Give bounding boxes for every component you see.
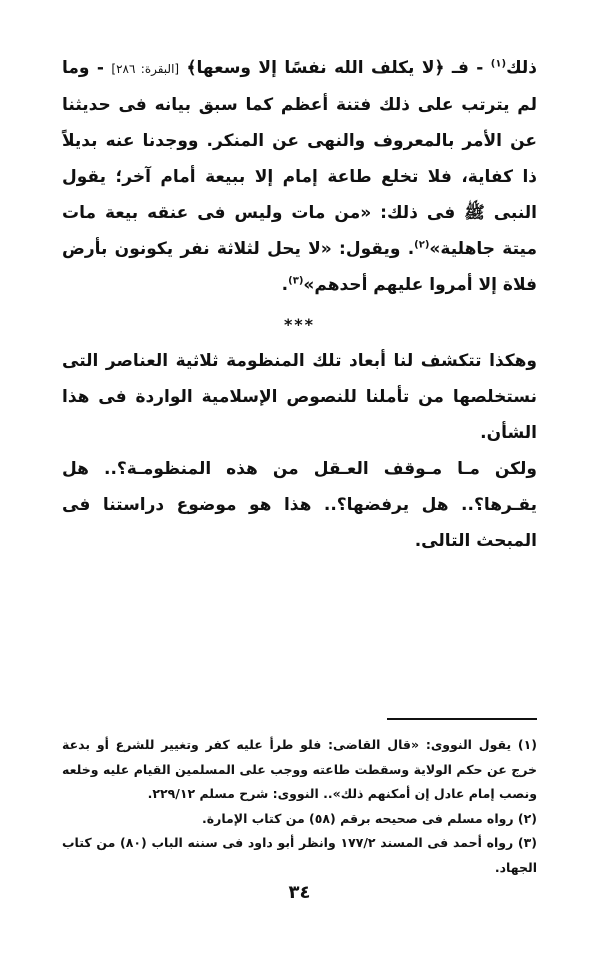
quran-reference: [البقرة: ٢٨٦] [111, 62, 180, 76]
text-run: . [281, 275, 289, 295]
footnote-ref-3: (٣) [288, 275, 304, 287]
footnote-ref-2: (٢) [414, 239, 430, 251]
text-run: . ويقول: «لا يحل لثلاثة نفر يكونون بأرض فلاة إلا أمروا عليهم أحدهم» [62, 239, 537, 295]
footnote-divider [387, 718, 537, 720]
paragraph-3: ولكن مـا مـوقف العـقل من هذه المنظومـة؟.. هل يقـرها؟.. هل يرفضها؟.. هذا هو موضوع دراستنا فى المبحث التالى. [62, 459, 537, 551]
paragraph-1 [62, 50, 537, 303]
section-separator: *** [283, 315, 316, 334]
text-run: - وما لم يترتب على ذلك فتنة أعظم كما سبق بيانه فى حديثنا عن الأمر بالمعروف والنهى عن المنكر. ووجدنا عنه بديلاً ذا كفاية، فلا تخلع طاعة إمام إلا ببيعة أمام آخر؛ يقول النبى ﷺ فى ذلك: «من مات وليس فى عنقه بيعة مات ميتة جاهلية» [62, 58, 537, 259]
main-text [62, 50, 537, 559]
paragraph-2: وهكذا تتكشف لنا أبعاد تلك المنظومة ثلاثية العناصر التى نستخلصها من تأملنا للنصوص الإسلامية الواردة فى هذا الشأن. [62, 351, 537, 443]
footnote-1: (١) يقول النووى: «قال القاضى: فلو طرأ عليه كفر وتغيير للشرع أو بدعة خرج عن حكم الولاية وسقطت طاعته ووجب على المسلمين القيام عليه وخلعه ونصب إمام عادل إن أمكنهم ذلك».. النووى: شرح مسلم ٢٢٩/١٢. [62, 737, 537, 801]
footnote-2: (٢) رواه مسلم فى صحيحه برقم (٥٨) من كتاب الإمارة. [202, 810, 537, 826]
text-run: - فـ ﴿لا يكلف الله نفسًا إلا وسعها﴾ [179, 58, 491, 78]
footnote-ref-1: (١) [490, 58, 507, 70]
text-run: ذلك [506, 58, 537, 78]
page-number: ٣٤ [288, 882, 311, 903]
footnotes [62, 733, 537, 880]
footnote-3: (٣) رواه أحمد فى المسند ١٧٧/٢ وانظر أبو داود فى سننه الباب (٨٠) من كتاب الجهاد. [62, 835, 538, 875]
